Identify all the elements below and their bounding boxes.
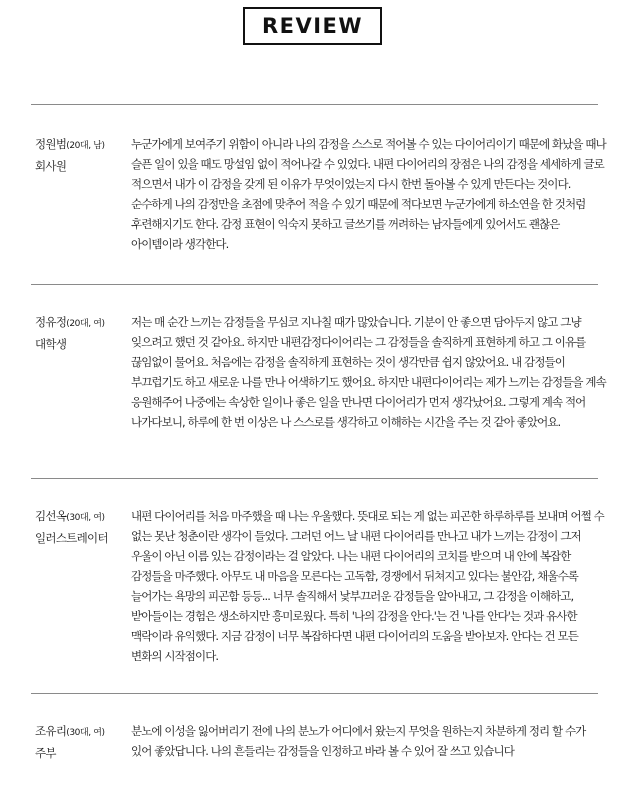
review-text: 내편 다이어리를 처음 마주했을 때 나는 우울했다. 뜻대로 되는 게 없는 피곤한 하루하루를 보내며 어쩔 수 없는 못난 청춘이란 생각이 들었다. 그러던 어느 날 내편 다이어리를 만나고 내가 느끼는 감정이 그저 우울이 아닌 이름 있는 감정이라는 걸 알았다. 나는 내편 다이어리의 코치를 받으며 내 안에 복잡한 감정들을 마주했다. 아무도 내 마음을 모른다는 고독함, 경쟁에서 뒤쳐지고 있다는 불안감, 채울수록 늘어가는 욕망의 피곤함 등등... 너무 솔직해서 낯부끄러운 감정들을 알아내고, 그 감정을 이해하고, 받아들이는 경험은 생소하지만 흥미로웠다. 특히 '나의 감정을 안다.'는 건 '나를 안다'는 것과 유사한 맥락이라 유익했다. 지금 감정이 너무 복잡하다면 내편 다이어리의 도움을 받아보자. 안다는 건 모든 변화의 시작점이다.: [131, 509, 604, 663]
reviewer-name: 조유리: [35, 724, 67, 738]
reviewer-occupation: 주부: [35, 746, 56, 760]
reviewer-info: [35, 506, 130, 548]
reviewer-age-gender: (30대, 여): [66, 513, 105, 523]
reviewer-occupation: 일러스트레이터: [35, 531, 108, 545]
reviewer-occupation: 대학생: [35, 337, 67, 351]
reviewer-name: 정원범: [35, 137, 67, 151]
section-divider: [31, 104, 598, 105]
review-text: 저는 매 순간 느끼는 감정들을 무심코 지나칠 때가 많았습니다. 기분이 안 좋으면 담아두지 않고 그냥 잊으려고 했던 것 같아요. 하지만 내편감정다이어리는 그 감정들을 솔직하게 표현하게 하고 그 이유를 끊임없이 물어요. 처음에는 감정을 솔직하게 표현하는 것이 생각만큼 쉽지 않았어요. 내 감정들이 부끄럽기도 하고 새로운 나를 만나 어색하기도 했어요. 하지만 내편다이어리는 제가 느끼는 감정들을 계속 응원해주어 나중에는 속상한 일이나 좋은 일을 만나면 다이어리가 먼저 생각났어요. 그렇게 계속 적어 나가다보니, 하루에 한 번 이상은 나 스스로를 생각하고 이해하는 시간을 주는 것 같아 좋았어요.: [131, 315, 606, 429]
reviewer-age-gender: (30대, 여): [66, 728, 105, 738]
reviewer-name: 정유정: [35, 315, 67, 329]
page-title: REVIEW: [261, 14, 364, 38]
section-divider: [31, 693, 598, 694]
reviewer-info: [35, 312, 130, 354]
reviewer-age-gender: (20대, 남): [66, 141, 105, 151]
review-text: 분노에 이성을 잃어버리기 전에 나의 분노가 어디에서 왔는지 무엇을 원하는지 차분하게 정리 할 수가 있어 좋았답니다. 나의 흔들리는 감정들을 인정하고 바라 볼 수 있어 잘 쓰고 있습니다: [131, 724, 586, 758]
reviewer-info: [35, 721, 130, 763]
review-text: 누군가에게 보여주기 위함이 아니라 나의 감정을 스스로 적어볼 수 있는 다이어리이기 때문에 화났을 때나 슬픈 일이 있을 때도 망설임 없이 적어나갈 수 있었다. 내편 다이어리의 장점은 나의 감정을 세세하게 글로 적으면서 내가 이 감정을 갖게 된 이유가 무엇이었는지 다시 한번 돌아볼 수 있게 만든다는 것이다. 순수하게 나의 감정만을 초점에 맞추어 적을 수 있기 때문에 적다보면 누군가에게 하소연을 한 것처럼 후련해지기도 한다. 감정 표현이 익숙지 못하고 글쓰기를 꺼려하는 남자들에게 있어서도 괜찮은 아이템이라 생각한다.: [131, 137, 606, 251]
reviewer-info: [35, 134, 130, 176]
section-divider: [31, 284, 598, 285]
reviewer-occupation: 회사원: [35, 159, 67, 173]
reviewer-name: 김선옥: [35, 509, 67, 523]
reviewer-age-gender: (20대, 여): [66, 319, 105, 329]
section-divider: [31, 478, 598, 479]
review-title-box: [243, 7, 382, 45]
